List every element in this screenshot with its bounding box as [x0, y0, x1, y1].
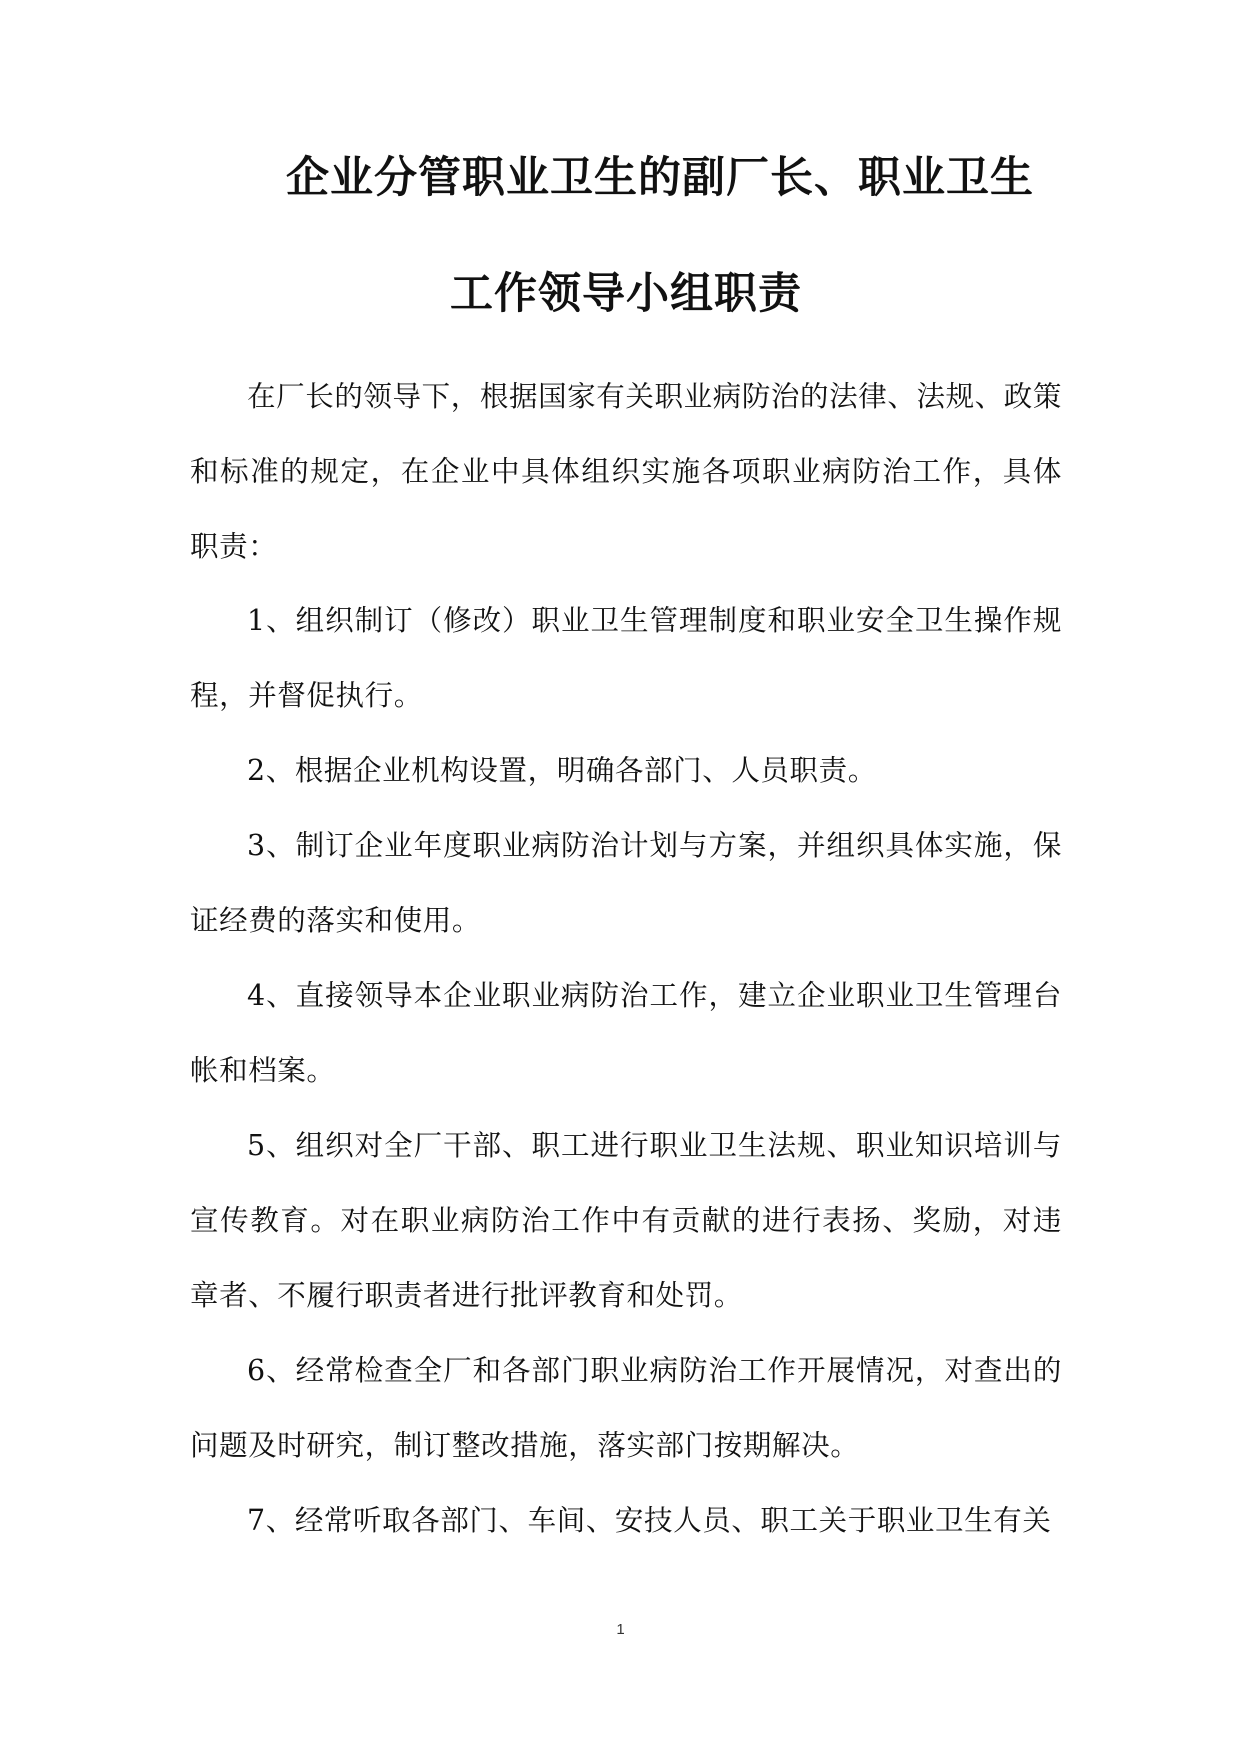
duty-item-1: 1、组织制订（修改）职业卫生管理制度和职业安全卫生操作规程，并督促执行。: [190, 604, 1062, 712]
duty-item-3: 3、制订企业年度职业病防治计划与方案，并组织具体实施，保证经费的落实和使用。: [190, 829, 1062, 937]
duty-item-7: 7、经常听取各部门、车间、安技人员、职工关于职业卫生有关: [247, 1504, 1052, 1537]
document-title-line-2: 工作领导小组职责: [450, 269, 802, 319]
duty-item-4: 4、直接领导本企业职业病防治工作，建立企业职业卫生管理台帐和档案。: [190, 979, 1062, 1087]
duty-item-5: 5、组织对全厂干部、职工进行职业卫生法规、职业知识培训与宣传教育。对在职业病防治工作中有贡献的进行表扬、奖励，对违章者、不履行职责者进行批评教育和处罚。: [190, 1129, 1062, 1312]
intro-paragraph: 在厂长的领导下，根据国家有关职业病防治的法律、法规、政策和标准的规定，在企业中具体组织实施各项职业病防治工作，具体职责：: [190, 380, 1062, 563]
duty-item-6: 6、经常检查全厂和各部门职业病防治工作开展情况，对查出的问题及时研究，制订整改措施，落实部门按期解决。: [190, 1354, 1062, 1462]
document-title-line-1: 企业分管职业卫生的副厂长、职业卫生: [286, 153, 1034, 203]
duty-item-2: 2、根据企业机构设置，明确各部门、人员职责。: [247, 754, 877, 787]
page-number: 1: [616, 1621, 625, 1638]
